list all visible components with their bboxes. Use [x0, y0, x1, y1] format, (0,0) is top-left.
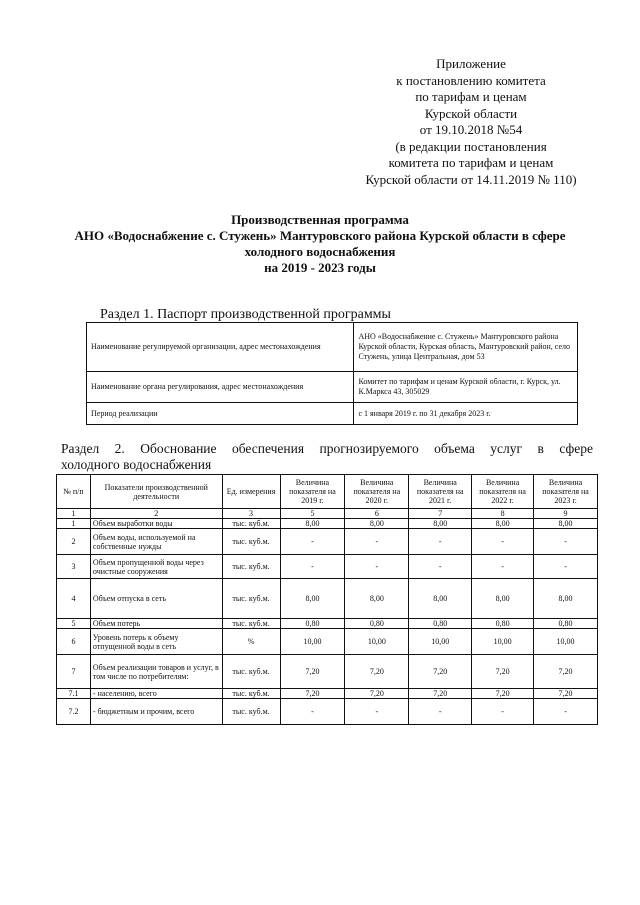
row-value: 8,00	[472, 519, 534, 529]
row-name: - населению, всего	[90, 689, 222, 699]
passport-label: Период реализации	[87, 403, 354, 425]
header-cell: Показатели производственной деятельности	[90, 475, 222, 509]
row-value: -	[409, 699, 472, 725]
row-unit: тыс. куб.м.	[222, 529, 280, 555]
column-number-row	[57, 509, 598, 519]
document-title	[40, 212, 600, 276]
row-value: 7,20	[280, 689, 345, 699]
column-number: 2	[90, 509, 222, 519]
row-value: 10,00	[280, 629, 345, 655]
row-name: Объем реализации товаров и услуг, в том числе по потребителям:	[90, 655, 222, 689]
row-name: - бюджетным и прочим, всего	[90, 699, 222, 725]
row-value: -	[345, 699, 409, 725]
row-name: Объем потерь	[90, 619, 222, 629]
row-name: Уровень потерь к объему отпущенной воды в сеть	[90, 629, 222, 655]
row-name: Объем отпуска в сеть	[90, 579, 222, 619]
row-unit: тыс. куб.м.	[222, 699, 280, 725]
header-cell: № п/п	[57, 475, 91, 509]
row-value: -	[345, 529, 409, 555]
row-unit: тыс. куб.м.	[222, 579, 280, 619]
row-unit: тыс. куб.м.	[222, 619, 280, 629]
header-cell: Величина показателя на 2019 г.	[280, 475, 345, 509]
row-name: Объем выработки воды	[90, 519, 222, 529]
row-value: 7,20	[345, 655, 409, 689]
row-name: Объем воды, используемой на собственные нужды	[90, 529, 222, 555]
row-unit: тыс. куб.м.	[222, 555, 280, 579]
row-value: 8,00	[409, 519, 472, 529]
row-value: 8,00	[534, 519, 598, 529]
header-cell: Величина показателя на 2021 г.	[409, 475, 472, 509]
row-value: 7,20	[409, 655, 472, 689]
row-value: 0,80	[534, 619, 598, 629]
column-number: 7	[409, 509, 472, 519]
row-value: -	[472, 699, 534, 725]
header-cell: Величина показателя на 2020 г.	[345, 475, 409, 509]
table-row	[57, 529, 598, 555]
appendix-line: Курской области от 14.11.2019 № 110)	[365, 171, 577, 187]
row-number: 6	[57, 629, 91, 655]
passport-row	[87, 403, 578, 425]
header-cell: Величина показателя на 2022 г.	[472, 475, 534, 509]
column-number: 1	[57, 509, 91, 519]
row-number: 1	[57, 519, 91, 529]
row-value: -	[409, 555, 472, 579]
row-value: 0,80	[280, 619, 345, 629]
passport-row	[87, 323, 578, 372]
row-value: 8,00	[345, 519, 409, 529]
row-value: 10,00	[409, 629, 472, 655]
title-line: АНО «Водоснабжение с. Стужень» Мантуровского района Курской области в сфере	[74, 228, 566, 243]
row-number: 7.2	[57, 699, 91, 725]
section2-heading-cont: холодного водоснабжения	[61, 457, 212, 472]
row-number: 7	[57, 655, 91, 689]
passport-label: Наименование органа регулирования, адрес местонахождения	[87, 372, 354, 403]
column-number: 8	[472, 509, 534, 519]
table-row	[57, 555, 598, 579]
title-line: холодного водоснабжения	[244, 244, 396, 259]
row-value: 7,20	[472, 689, 534, 699]
section1-heading: Раздел 1. Паспорт производственной программы	[100, 307, 391, 322]
production-table	[56, 474, 598, 725]
row-value: 8,00	[280, 579, 345, 619]
column-number: 3	[222, 509, 280, 519]
row-value: 10,00	[472, 629, 534, 655]
passport-value: Комитет по тарифам и ценам Курской области, г. Курск, ул. К.Маркса 43, 305029	[354, 372, 578, 403]
row-value: 0,80	[345, 619, 409, 629]
row-value: -	[409, 529, 472, 555]
row-value: 8,00	[345, 579, 409, 619]
row-value: 8,00	[280, 519, 345, 529]
table-row	[57, 655, 598, 689]
column-number: 5	[280, 509, 345, 519]
row-value: -	[534, 529, 598, 555]
row-value: 8,00	[409, 579, 472, 619]
row-unit: тыс. куб.м.	[222, 519, 280, 529]
row-value: -	[280, 699, 345, 725]
row-value: -	[472, 529, 534, 555]
row-value: -	[534, 699, 598, 725]
row-value: 0,80	[409, 619, 472, 629]
row-number: 7.1	[57, 689, 91, 699]
table-row	[57, 619, 598, 629]
row-value: -	[345, 555, 409, 579]
row-value: 8,00	[534, 579, 598, 619]
row-number: 4	[57, 579, 91, 619]
row-name: Объем пропущенной воды через очистные сооружения	[90, 555, 222, 579]
table-row	[57, 699, 598, 725]
row-value: 10,00	[345, 629, 409, 655]
appendix-block	[330, 56, 612, 188]
section2-heading: Раздел 2. Обоснование обеспечения прогнозируемого объема услуг в сфере	[61, 441, 593, 456]
column-number: 9	[534, 509, 598, 519]
row-value: -	[472, 555, 534, 579]
passport-table	[86, 322, 578, 425]
row-unit: %	[222, 629, 280, 655]
table-row	[57, 629, 598, 655]
row-value: 10,00	[534, 629, 598, 655]
row-number: 2	[57, 529, 91, 555]
table-row	[57, 579, 598, 619]
row-unit: тыс. куб.м.	[222, 655, 280, 689]
row-value: 7,20	[345, 689, 409, 699]
table-row	[57, 519, 598, 529]
appendix-line: комитета по тарифам и ценам	[388, 155, 554, 170]
table-row	[57, 689, 598, 699]
appendix-line: Приложение	[436, 56, 506, 71]
passport-label: Наименование регулируемой организации, адрес местонахождения	[87, 323, 354, 372]
table-header-row	[57, 475, 598, 509]
row-value: 7,20	[534, 655, 598, 689]
header-cell: Величина показателя на 2023 г.	[534, 475, 598, 509]
appendix-line: Курской области	[424, 105, 518, 121]
row-value: 0,80	[472, 619, 534, 629]
column-number: 6	[345, 509, 409, 519]
row-number: 3	[57, 555, 91, 579]
row-value: 7,20	[280, 655, 345, 689]
row-value: -	[280, 555, 345, 579]
passport-value: с 1 января 2019 г. по 31 декабря 2023 г.	[354, 403, 578, 425]
row-value: -	[534, 555, 598, 579]
appendix-line: от 19.10.2018 №54	[419, 122, 523, 137]
appendix-line: к постановлению комитета	[396, 72, 546, 88]
appendix-line: (в редакции постановления	[395, 138, 547, 154]
title-line: Производственная программа	[231, 212, 409, 227]
row-value: 8,00	[472, 579, 534, 619]
passport-row	[87, 372, 578, 403]
appendix-line: по тарифам и ценам	[415, 89, 527, 104]
row-value: 7,20	[409, 689, 472, 699]
passport-value: АНО «Водоснабжение с. Стужень» Мантуровского района Курской области, Курская область, Мантуровский район, село Стужень, улица Центральная, дом 53	[354, 323, 578, 372]
row-unit: тыс. куб.м.	[222, 689, 280, 699]
row-value: 7,20	[534, 689, 598, 699]
row-number: 5	[57, 619, 91, 629]
title-line: на 2019 - 2023 годы	[264, 260, 376, 275]
row-value: -	[280, 529, 345, 555]
row-value: 7,20	[472, 655, 534, 689]
header-cell: Ед. измерения	[222, 475, 280, 509]
